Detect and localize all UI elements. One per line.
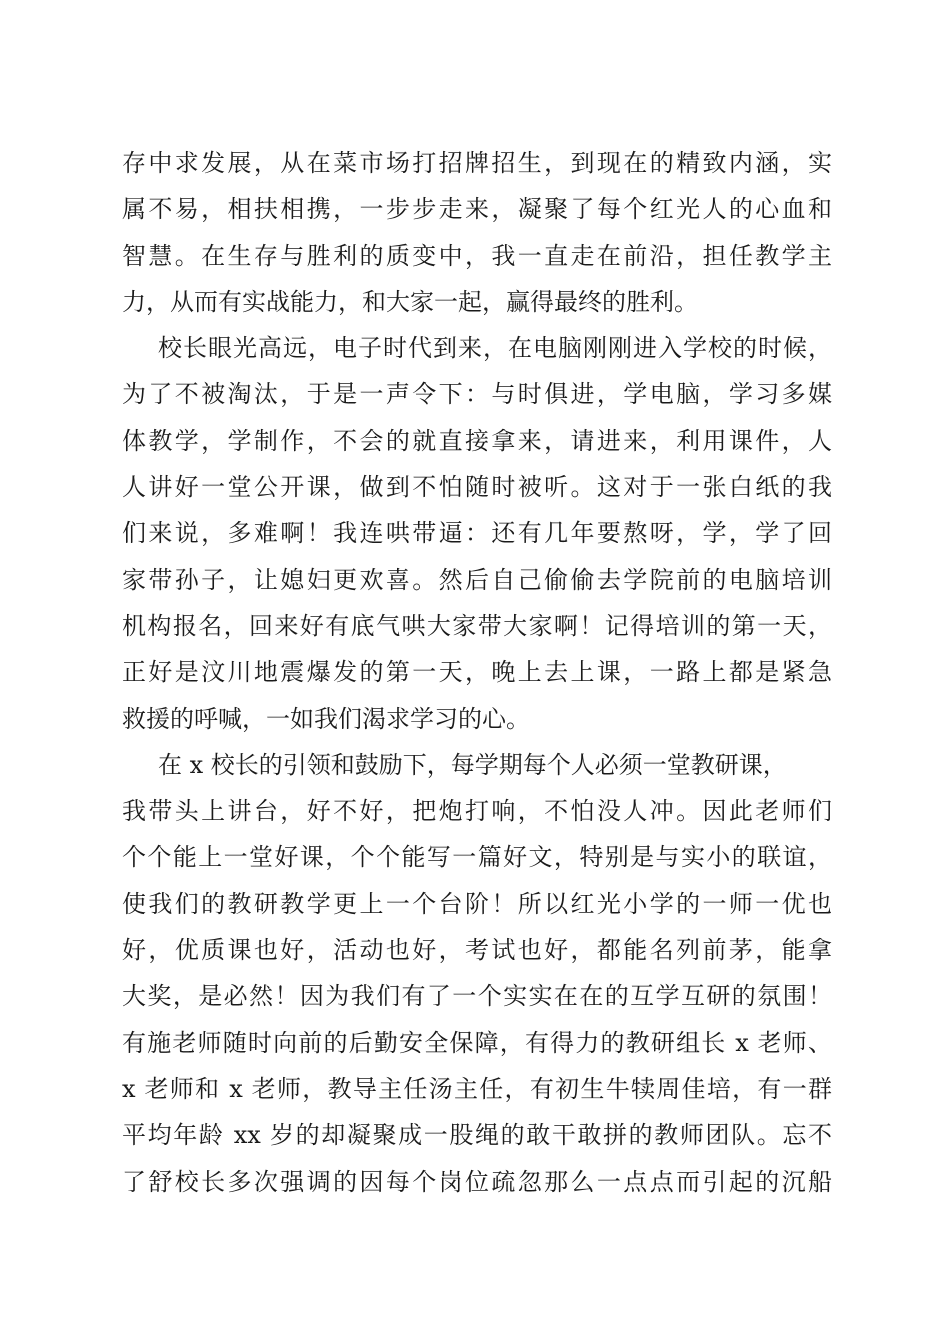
text-line: 救援的呼喊，一如我们渴求学习的心。 (122, 704, 530, 733)
text-line: 为了不被淘汰，于是一声令下：与时俱进，学电脑，学习多媒 (122, 380, 832, 409)
text-line: 体教学，学制作，不会的就直接拿来，请进来，利用课件，人 (122, 426, 832, 455)
text-line: 属不易，相扶相携，一步步走来，凝聚了每个红光人的心血和 (122, 195, 832, 224)
text-line: 在 x 校长的引领和鼓励下，每学期每个人必须一堂教研课， (158, 750, 787, 779)
text-line: x 老师和 x 老师，教导主任汤主任，有初生牛犊周佳培，有一群 (122, 1074, 832, 1103)
text-line: 有施老师随时向前的后勤安全保障，有得力的教研组长 x 老师、 (122, 1028, 832, 1057)
text-line: 了舒校长多次强调的因每个岗位疏忽那么一点点而引起的沉船 (122, 1167, 832, 1196)
text-line: 力，从而有实战能力，和大家一起，赢得最终的胜利。 (122, 287, 698, 316)
text-line: 个个能上一堂好课，个个能写一篇好文，特别是与实小的联谊， (122, 843, 832, 872)
text-line: 大奖，是必然！因为我们有了一个实实在在的互学互研的氛围！ (122, 982, 832, 1011)
text-line: 我带头上讲台，好不好，把炮打响，不怕没人冲。因此老师们 (122, 797, 832, 826)
text-line: 校长眼光高远，电子时代到来，在电脑刚刚进入学校的时候， (158, 334, 832, 363)
text-line: 机构报名，回来好有底气哄大家带大家啊！记得培训的第一天， (122, 611, 832, 640)
text-line: 们来说，多难啊！我连哄带逼：还有几年要熬呀，学，学了回 (122, 519, 832, 548)
text-line: 人讲好一堂公开课，做到不怕随时被听。这对于一张白纸的我 (122, 473, 832, 502)
text-line: 好，优质课也好，活动也好，考试也好，都能名列前茅，能拿 (122, 936, 832, 965)
text-line: 正好是汶川地震爆发的第一天，晚上去上课，一路上都是紧急 (122, 658, 832, 687)
text-line: 智慧。在生存与胜利的质变中，我一直走在前沿，担任教学主 (122, 241, 832, 270)
text-line: 家带孙子，让媳妇更欢喜。然后自己偷偷去学院前的电脑培训 (122, 565, 832, 594)
text-line: 存中求发展，从在菜市场打招牌招生，到现在的精致内涵，实 (122, 149, 832, 177)
text-line: 平均年龄 xx 岁的却凝聚成一股绳的敢干敢拼的教师团队。忘不 (122, 1121, 832, 1150)
body-text (122, 140, 832, 1205)
text-line: 使我们的教研教学更上一个台阶！所以红光小学的一师一优也 (122, 889, 832, 918)
